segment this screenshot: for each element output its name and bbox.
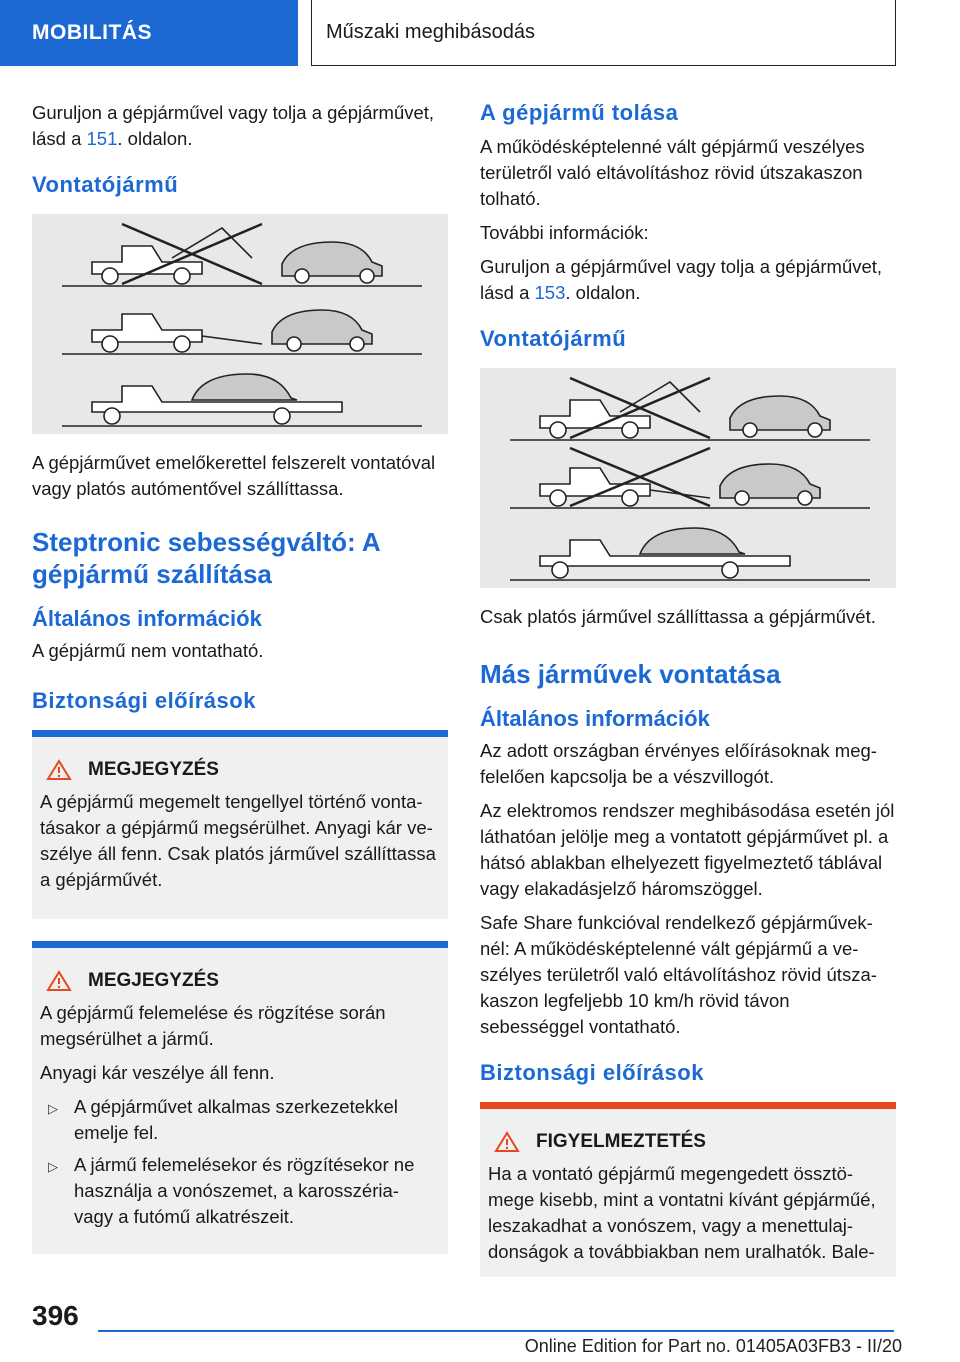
steptronic-heading: Steptronic sebességváltó: A gépjármű szállítása [32, 527, 380, 589]
paragraph: Az adott országban érvényes előírásoknak megfelelően kapcsolja be a vészvillogót. [480, 740, 877, 787]
warning-label: FIGYELMEZTETÉS [536, 1131, 706, 1152]
tow-heading: Vontatójármű [32, 172, 179, 197]
warning-box [480, 1102, 896, 1277]
intro-text: Guruljon a gépjárművel vagy tolja a gépjárművet, lásd a 153. oldalon. [480, 256, 883, 303]
note-text: Anyagi kár veszélye áll fenn. [40, 1062, 275, 1083]
section-tab: MOBILITÁS [0, 0, 298, 66]
list-item: ▷ A jármű felemelésekor és rögzítésekor ne használja a vonószemet, a karosszéria- vagy a futómű alkatrészeit. [40, 1152, 440, 1230]
note-box-1 [32, 730, 448, 919]
general-info-text: A gépjármű nem vontatható. [32, 640, 264, 661]
note-label: MEGJEGYZÉS [88, 970, 219, 991]
page-number: 396 [32, 1300, 79, 1331]
warning-text: Ha a vontató gépjármű megengedett össztömege kisebb, mint a vontatni kívánt gépjárműé, leszakadhat a vonószem, vagy a menettulajdonságok a továbbiakban nem uralhatók. Bale- [488, 1163, 876, 1262]
edition-footer: Online Edition for Part no. 01405A03FB3 - II/20 [524, 1336, 902, 1356]
note-text: A gépjármű megemelt tengellyel történő vontatásakor a gépjármű megsérülhet. Anyagi kár veszélye áll fenn. Csak platós járművel szállíttassa a gépjárművét. [40, 791, 436, 890]
bullet-arrow-icon: ▷ [48, 1101, 58, 1116]
tow-truck-drawing [480, 368, 896, 588]
general-info-heading: Általános információk [32, 606, 262, 631]
tow-truck-illustration [32, 214, 448, 434]
warning-triangle-icon [46, 970, 72, 992]
push-text: A működésképtelenné vált gépjármű veszélyes területről való eltávolításhoz rövid útszakaszon tolható. [480, 136, 865, 209]
tow-caption: A gépjárművet emelőkerettel felszerelt vontatóval vagy platós autómentővel szállíttassa. [32, 452, 436, 499]
safety-heading: Biztonsági előírások [32, 688, 256, 713]
tow-truck-illustration [480, 368, 896, 588]
tow-truck-drawing [32, 214, 448, 434]
note-text: A gépjármű felemelése és rögzítése során megsérülhet a jármű. [40, 1002, 386, 1049]
general-info-heading: Általános információk [480, 706, 710, 731]
page-link[interactable]: 153 [534, 282, 566, 303]
page-link[interactable]: 151 [86, 128, 118, 149]
more-info-label: További információk: [480, 222, 649, 243]
note-box-2 [32, 941, 448, 1254]
intro-text: Guruljon a gépjárművel vagy tolja a gépjárművet, lásd a 151. oldalon. [32, 102, 435, 149]
paragraph: Safe Share funkcióval rendelkező gépjárműveknél: A működésképtelenné vált gépjármű a veszélyes területről való eltávolításhoz rövid útszakaszon legfeljebb 10 km/h rövid távon sebességgel vontatható. [480, 912, 877, 1037]
list-item: ▷ A gépjárművet alkalmas szerkezetekkel emelje fel. [40, 1094, 440, 1146]
paragraph: Az elektromos rendszer meghibásodása esetén jól láthatóan jelölje meg a vontatott gépjárművet pl. a hátsó ablakban elhelyezett figyelmeztető táblával vagy elakadásjelző háromszöggel. [480, 800, 895, 899]
other-vehicles-heading: Más járművek vontatása [480, 659, 781, 689]
page-title: Műszaki meghibásodás [311, 0, 896, 66]
warning-triangle-icon [494, 1131, 520, 1153]
warning-triangle-icon [46, 759, 72, 781]
footer-divider [98, 1330, 894, 1332]
bullet-arrow-icon: ▷ [48, 1159, 58, 1174]
tow-caption: Csak platós járművel szállíttassa a gépjárművét. [480, 606, 876, 627]
left-column [32, 100, 448, 1272]
safety-heading: Biztonsági előírások [480, 1060, 704, 1085]
tow-heading: Vontatójármű [480, 326, 627, 351]
push-heading: A gépjármű tolása [480, 100, 679, 125]
right-column [480, 100, 896, 1295]
note-label: MEGJEGYZÉS [88, 759, 219, 780]
